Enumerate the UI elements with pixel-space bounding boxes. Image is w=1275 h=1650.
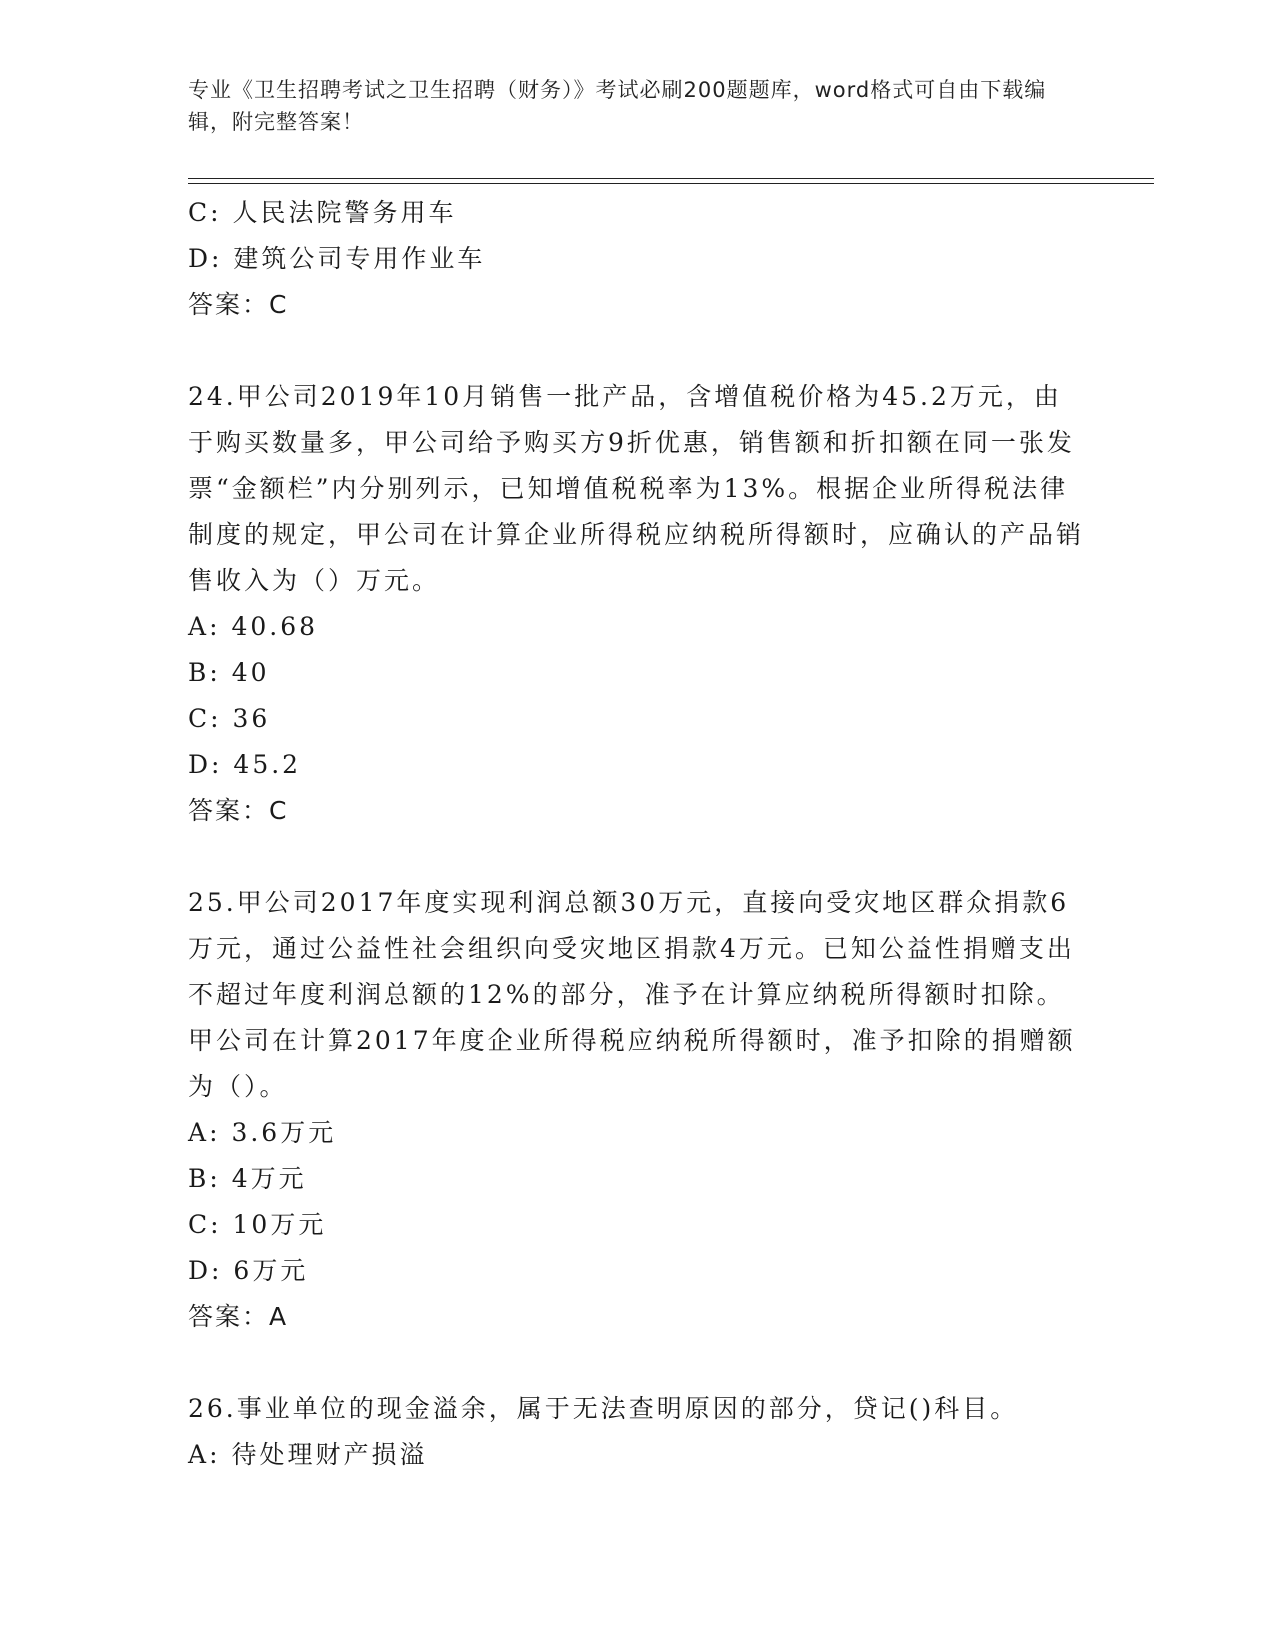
option-c: C: 36 (188, 704, 271, 733)
option-a: A: 待处理财产损溢 (188, 1440, 428, 1469)
header-rule-top (188, 178, 1154, 179)
question-26-text: 26.事业单位的现金溢余，属于无法查明原因的部分，贷记()科目。 (188, 1394, 1019, 1423)
option-d: D: 45.2 (188, 750, 302, 779)
option-a: A: 3.6万元 (188, 1118, 337, 1147)
option-b: B: 4万元 (188, 1164, 307, 1193)
question-25-text: 25.甲公司2017年度实现利润总额30万元，直接向受灾地区群众捐款6万元，通过公益性社会组织向受灾地区捐款4万元。已知公益性捐赠支出不超过年度利润总额的12%的部分，准予在计算应纳税所得额时扣除。甲公司在计算2017年度企业所得税应纳税所得额时，准予扣除的捐赠额为（）。 (188, 888, 1076, 1101)
answer-line: 答案：A (188, 1302, 289, 1331)
option-c: C: 10万元 (188, 1210, 327, 1239)
option-b: B: 40 (188, 658, 270, 687)
question-content (188, 190, 1088, 1478)
option-d: D: 6万元 (188, 1256, 309, 1285)
question-24-text: 24.甲公司2019年10月销售一批产品，含增值税价格为45.2万元，由于购买数量多，甲公司给予购买方9折优惠，销售额和折扣额在同一张发票“金额栏”内分别列示，已知增值税税率为13%。根据企业所得税法律制度的规定，甲公司在计算企业所得税应纳税所得额时，应确认的产品销售收入为（）万元。 (188, 382, 1085, 595)
option-a: A: 40.68 (188, 612, 319, 641)
answer-line: 答案：C (188, 796, 289, 825)
page-header: 专业《卫生招聘考试之卫生招聘（财务）》考试必刷200题题库，word格式可自由下载编辑，附完整答案！ (188, 78, 1047, 134)
option-c: C: 人民法院警务用车 (188, 198, 457, 227)
option-d: D: 建筑公司专用作业车 (188, 244, 486, 273)
answer-line: 答案：C (188, 290, 289, 319)
header-rule-bottom (188, 183, 1154, 184)
